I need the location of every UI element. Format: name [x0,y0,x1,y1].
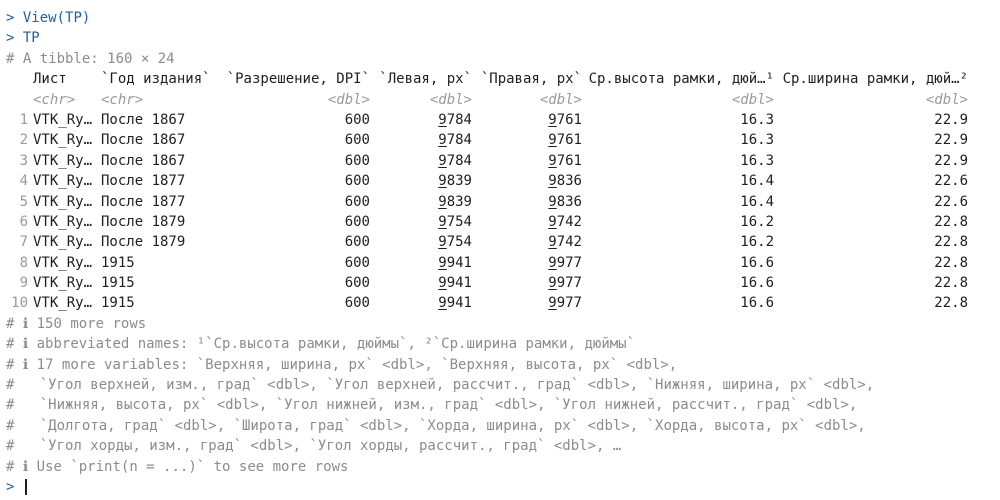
cell-year: 1915 [101,275,135,292]
cell-right-px-rest: 977 [556,295,582,312]
cell-right-px [474,212,582,232]
table-row [6,110,1000,130]
cell-avg-height: 16.4 [740,173,774,190]
row-index: 1 [19,111,28,128]
column-name: Ср.ширина рамки, дюй…² [782,71,968,88]
footer-line: # ℹ 150 more rows [6,315,147,332]
table-row [6,171,1000,191]
cell-right-px-rest: 742 [556,213,582,230]
column-name: `Год издания` [101,71,211,88]
cell-avg-width: 22.8 [934,254,968,271]
row-index: 6 [19,213,28,230]
command-line [6,28,1000,48]
cell-left-px-rest: 784 [446,111,472,128]
cell-year: После 1877 [101,193,186,210]
cell-year: После 1879 [101,213,186,230]
cell-avg-width: 22.8 [934,295,968,312]
row-index: 5 [19,193,28,210]
column-name: Ср.высота рамки, дюй…¹ [588,71,774,88]
cell-avg-width: 22.6 [934,173,968,190]
cell-left-px-leading-digit: 9 [438,295,447,312]
cell-sheet: VTK_Ry… [33,234,93,251]
footer-line: # `Долгота, град` <dbl>, `Широта, град` <dbl>, `Хорда, ширина, px` <dbl>, `Хорда, высота, px` <dbl>, [6,417,866,434]
cell-avg-height: 16.3 [740,132,774,149]
row-index: 10 [11,295,28,312]
cell-avg-width: 22.9 [934,132,968,149]
column-name: `Разрешение, DPI` [226,71,370,88]
footer-line: # `Угол хорды, изм., град` <dbl>, `Угол хорды, рассчит., град` <dbl>, … [6,438,622,455]
input-line[interactable] [6,477,1000,497]
row-index: 9 [19,275,28,292]
row-index: 4 [19,173,28,190]
column-type: <dbl> [429,91,472,108]
cell-year: После 1867 [101,132,186,149]
cell-right-px-rest: 836 [556,173,582,190]
command-line [6,8,1000,28]
column-name: `Правая, px` [480,71,582,88]
cell-left-px [376,212,472,232]
table-row [6,253,1000,273]
cell-dpi: 600 [344,193,370,210]
table-row [6,293,1000,313]
cell-left-px-rest: 754 [446,213,472,230]
cell-avg-width: 22.8 [934,213,968,230]
cell-right-px-leading-digit: 9 [548,193,557,210]
scrolled-off-line [6,0,1000,8]
column-type: <chr> [101,91,144,108]
cell-left-px [376,110,472,130]
cell-dpi: 600 [344,152,370,169]
cell-avg-width: 22.8 [934,234,968,251]
cell-avg-height: 16.6 [740,254,774,271]
column-type: <dbl> [925,91,968,108]
cell-avg-height: 16.2 [740,234,774,251]
cell-left-px-leading-digit: 9 [438,234,447,251]
footer-line: # `Угол верхней, изм., град` <dbl>, `Угол верхней, рассчит., град` <dbl>, `Нижняя, ширина, px` <dbl>, [6,377,875,394]
cell-left-px [376,273,472,293]
column-type: <dbl> [731,91,774,108]
cell-right-px-rest: 742 [556,234,582,251]
footer-line: # ℹ 17 more variables: `Верхняя, ширина, px` <dbl>, `Верхняя, высота, px` <dbl>, [6,356,678,373]
cell-avg-height: 16.3 [740,111,774,128]
footer-line: # ℹ Use `print(n = ...)` to see more rows [6,458,349,475]
cell-right-px-rest: 761 [556,152,582,169]
cell-left-px [376,192,472,212]
cell-year: 1915 [101,254,135,271]
cell-avg-height: 16.6 [740,295,774,312]
cell-right-px-rest: 761 [556,111,582,128]
cell-right-px-leading-digit: 9 [548,234,557,251]
cell-avg-height: 16.2 [740,213,774,230]
cell-avg-height: 16.6 [740,275,774,292]
cell-left-px [376,171,472,191]
cell-right-px-rest: 977 [556,275,582,292]
cell-left-px [376,293,472,313]
cell-sheet: VTK_Ry… [33,173,93,190]
cell-right-px [474,232,582,252]
cell-left-px-leading-digit: 9 [438,152,447,169]
command-text: View(TP) [22,10,91,26]
cell-dpi: 600 [344,111,370,128]
cell-left-px-rest: 941 [446,295,472,312]
tibble-footer [6,314,1000,477]
cell-right-px-leading-digit: 9 [548,254,557,271]
table-row [6,151,1000,171]
table-row [6,232,1000,252]
cell-sheet: VTK_Ry… [33,213,93,230]
cell-left-px-leading-digit: 9 [438,132,447,149]
cell-left-px-leading-digit: 9 [438,275,447,292]
prompt-symbol: > [6,30,15,47]
cell-sheet: VTK_Ry… [33,275,93,292]
cell-dpi: 600 [344,213,370,230]
cell-left-px-leading-digit: 9 [438,173,447,190]
cell-year: После 1867 [101,152,186,169]
cell-left-px [376,130,472,150]
footer-line: # ℹ abbreviated names: ¹`Ср.высота рамки, дюймы`, ²`Ср.ширина рамки, дюймы` [6,336,636,353]
column-type-row [6,90,1000,110]
cell-left-px-leading-digit: 9 [438,213,447,230]
cell-right-px-rest: 761 [556,132,582,149]
cell-right-px [474,130,582,150]
cell-avg-width: 22.9 [934,111,968,128]
cell-right-px-rest: 836 [556,193,582,210]
row-index: 7 [19,234,28,251]
cell-left-px-leading-digit: 9 [438,254,447,271]
cell-sheet: VTK_Ry… [33,254,93,271]
cell-dpi: 600 [344,275,370,292]
cell-right-px-rest: 977 [556,254,582,271]
cell-dpi: 600 [344,295,370,312]
cell-left-px-rest: 941 [446,275,472,292]
cell-right-px [474,110,582,130]
cell-right-px-leading-digit: 9 [548,275,557,292]
cell-dpi: 600 [344,132,370,149]
cell-left-px-rest: 839 [446,173,472,190]
cell-left-px-rest: 754 [446,234,472,251]
cell-left-px-rest: 839 [446,193,472,210]
cell-right-px-leading-digit: 9 [548,295,557,312]
cell-right-px-leading-digit: 9 [548,132,557,149]
cell-right-px-leading-digit: 9 [548,111,557,128]
cell-right-px-leading-digit: 9 [548,173,557,190]
cell-left-px [376,151,472,171]
cell-left-px [376,253,472,273]
cell-right-px [474,171,582,191]
prompt-symbol: > [6,478,15,495]
column-header-row [6,69,1000,89]
row-index: 3 [19,152,28,169]
cell-avg-width: 22.8 [934,275,968,292]
column-type: <dbl> [539,91,582,108]
table-body [6,110,1000,314]
table-row [6,273,1000,293]
cell-sheet: VTK_Ry… [33,295,93,312]
cell-left-px [376,232,472,252]
text-cursor [25,479,27,495]
cell-left-px-leading-digit: 9 [438,111,447,128]
cell-right-px [474,273,582,293]
table-row [6,192,1000,212]
cell-dpi: 600 [344,254,370,271]
cell-left-px-rest: 941 [446,254,472,271]
cell-avg-height: 16.3 [740,152,774,169]
cell-right-px-leading-digit: 9 [548,213,557,230]
cell-right-px [474,192,582,212]
cell-avg-width: 22.6 [934,193,968,210]
cell-sheet: VTK_Ry… [33,111,93,128]
table-row [6,130,1000,150]
column-name: Лист [33,71,67,88]
cell-dpi: 600 [344,173,370,190]
command-text: TP [22,30,40,47]
cell-avg-height: 16.4 [740,193,774,210]
cell-right-px [474,253,582,273]
cell-dpi: 600 [344,234,370,251]
cell-right-px [474,293,582,313]
tibble-header: # A tibble: 160 × 24 [6,50,175,67]
cell-year: 1915 [101,295,135,312]
row-index: 2 [19,132,28,149]
cell-right-px [474,151,582,171]
row-index: 8 [19,254,28,271]
prompt-symbol: > [6,10,15,26]
cell-left-px-leading-digit: 9 [438,193,447,210]
cell-year: После 1867 [101,111,186,128]
footer-line: # `Нижняя, высота, px` <dbl>, `Угол нижней, изм., град` <dbl>, `Угол нижней, рассчит., град` <dbl>, [6,397,858,414]
column-type: <chr> [33,91,76,108]
column-name: `Левая, px` [379,71,472,88]
cell-sheet: VTK_Ry… [33,132,93,149]
cell-left-px-rest: 784 [446,152,472,169]
table-row [6,212,1000,232]
cell-year: После 1879 [101,234,186,251]
cell-avg-width: 22.9 [934,152,968,169]
cell-left-px-rest: 784 [446,132,472,149]
cell-sheet: VTK_Ry… [33,193,93,210]
column-type: <dbl> [327,91,370,108]
cell-right-px-leading-digit: 9 [548,152,557,169]
cell-year: После 1877 [101,173,186,190]
cell-sheet: VTK_Ry… [33,152,93,169]
